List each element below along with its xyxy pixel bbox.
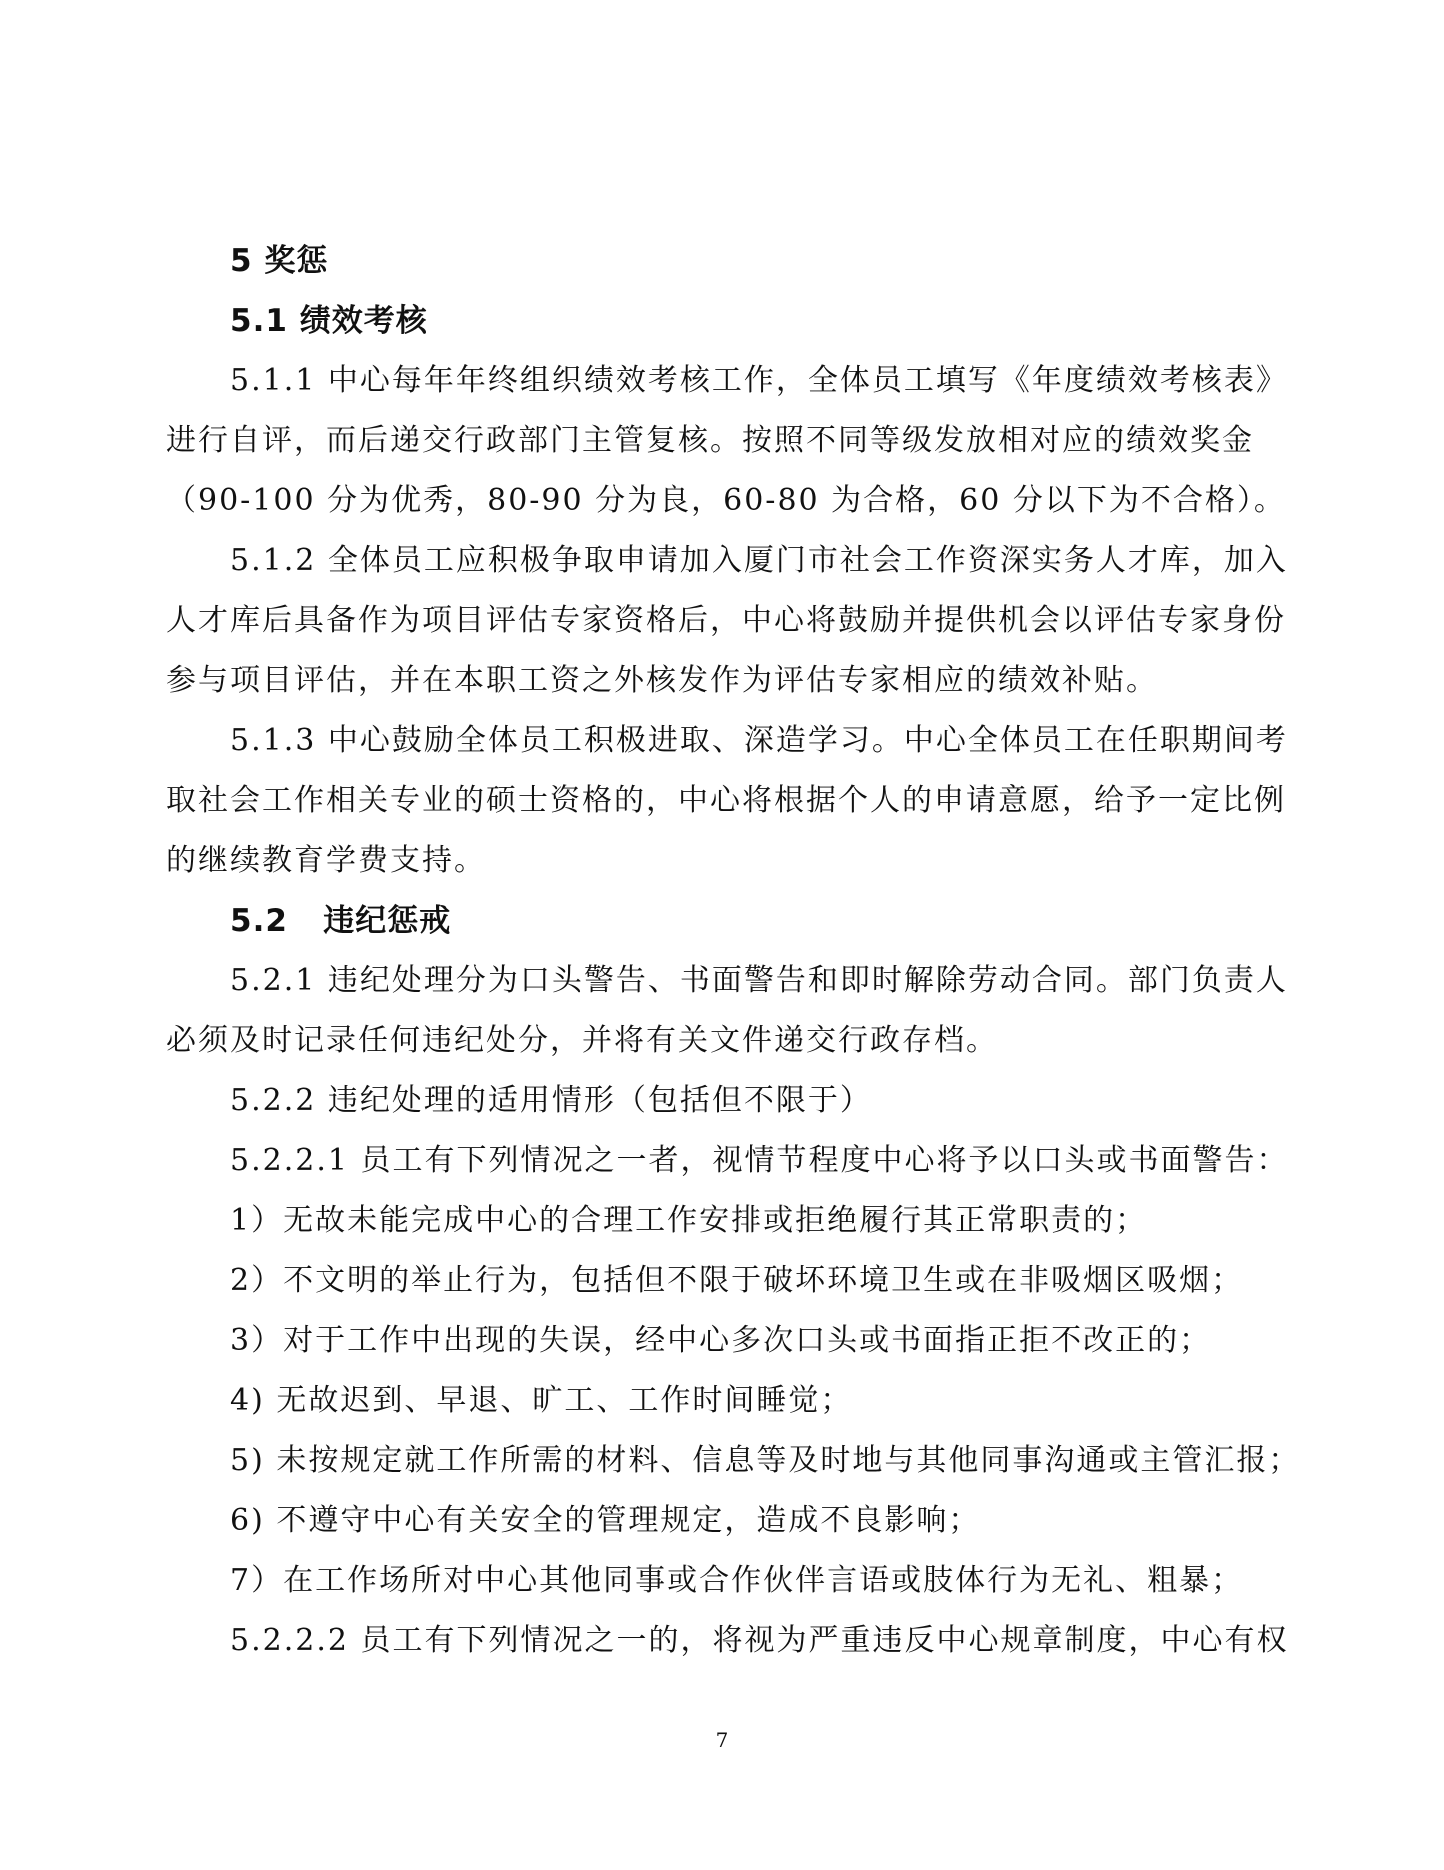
list-item: 6) 不遵守中心有关安全的管理规定，造成不良影响； <box>230 1503 981 1538</box>
paragraph-line: 5.2.2.1 员工有下列情况之一者，视情节程度中心将予以口头或书面警告： <box>230 1143 1289 1178</box>
list-item: 4) 无故迟到、早退、旷工、工作时间睡觉； <box>230 1383 853 1418</box>
paragraph-line: 取社会工作相关专业的硕士资格的，中心将根据个人的申请意愿，给予一定比例 <box>166 783 1286 818</box>
paragraph-line: 进行自评，而后递交行政部门主管复核。按照不同等级发放相对应的绩效奖金 <box>166 423 1254 458</box>
section-heading-5-2: 5.2 违纪惩戒 <box>230 903 452 939</box>
paragraph-line: 参与项目评估，并在本职工资之外核发作为评估专家相应的绩效补贴。 <box>166 663 1158 698</box>
paragraph-line: 必须及时记录任何违纪处分，并将有关文件递交行政存档。 <box>166 1023 998 1058</box>
page-number: 7 <box>715 1728 729 1752</box>
paragraph-line: 5.2.2 违纪处理的适用情形（包括但不限于） <box>230 1083 872 1118</box>
list-item: 7）在工作场所对中心其他同事或合作伙伴言语或肢体行为无礼、粗暴； <box>230 1563 1244 1598</box>
paragraph-line: 人才库后具备作为项目评估专家资格后，中心将鼓励并提供机会以评估专家身份 <box>166 603 1286 638</box>
paragraph-line: 5.1.2 全体员工应积极争取申请加入厦门市社会工作资深实务人才库，加入 <box>230 543 1288 578</box>
list-item: 5) 未按规定就工作所需的材料、信息等及时地与其他同事沟通或主管汇报； <box>230 1443 1301 1478</box>
section-heading-5-1: 5.1 绩效考核 <box>230 303 428 339</box>
paragraph-line: 的继续教育学费支持。 <box>166 843 486 878</box>
paragraph-line: （90-100 分为优秀，80-90 分为良，60-80 为合格，60 分以下为不合格）。 <box>166 483 1286 518</box>
paragraph-line: 5.2.1 违纪处理分为口头警告、书面警告和即时解除劳动合同。部门负责人 <box>230 963 1288 998</box>
list-item: 1）无故未能完成中心的合理工作安排或拒绝履行其正常职责的； <box>230 1203 1148 1238</box>
list-item: 2）不文明的举止行为，包括但不限于破坏环境卫生或在非吸烟区吸烟； <box>230 1263 1244 1298</box>
paragraph-line: 5.1.3 中心鼓励全体员工积极进取、深造学习。中心全体员工在任职期间考 <box>230 723 1288 758</box>
paragraph-line: 5.2.2.2 员工有下列情况之一的，将视为严重违反中心规章制度，中心有权 <box>230 1623 1289 1658</box>
paragraph-line: 5.1.1 中心每年年终组织绩效考核工作，全体员工填写《年度绩效考核表》 <box>230 363 1288 398</box>
chapter-heading: 5 奖惩 <box>230 243 329 279</box>
list-item: 3）对于工作中出现的失误，经中心多次口头或书面指正拒不改正的； <box>230 1323 1212 1358</box>
